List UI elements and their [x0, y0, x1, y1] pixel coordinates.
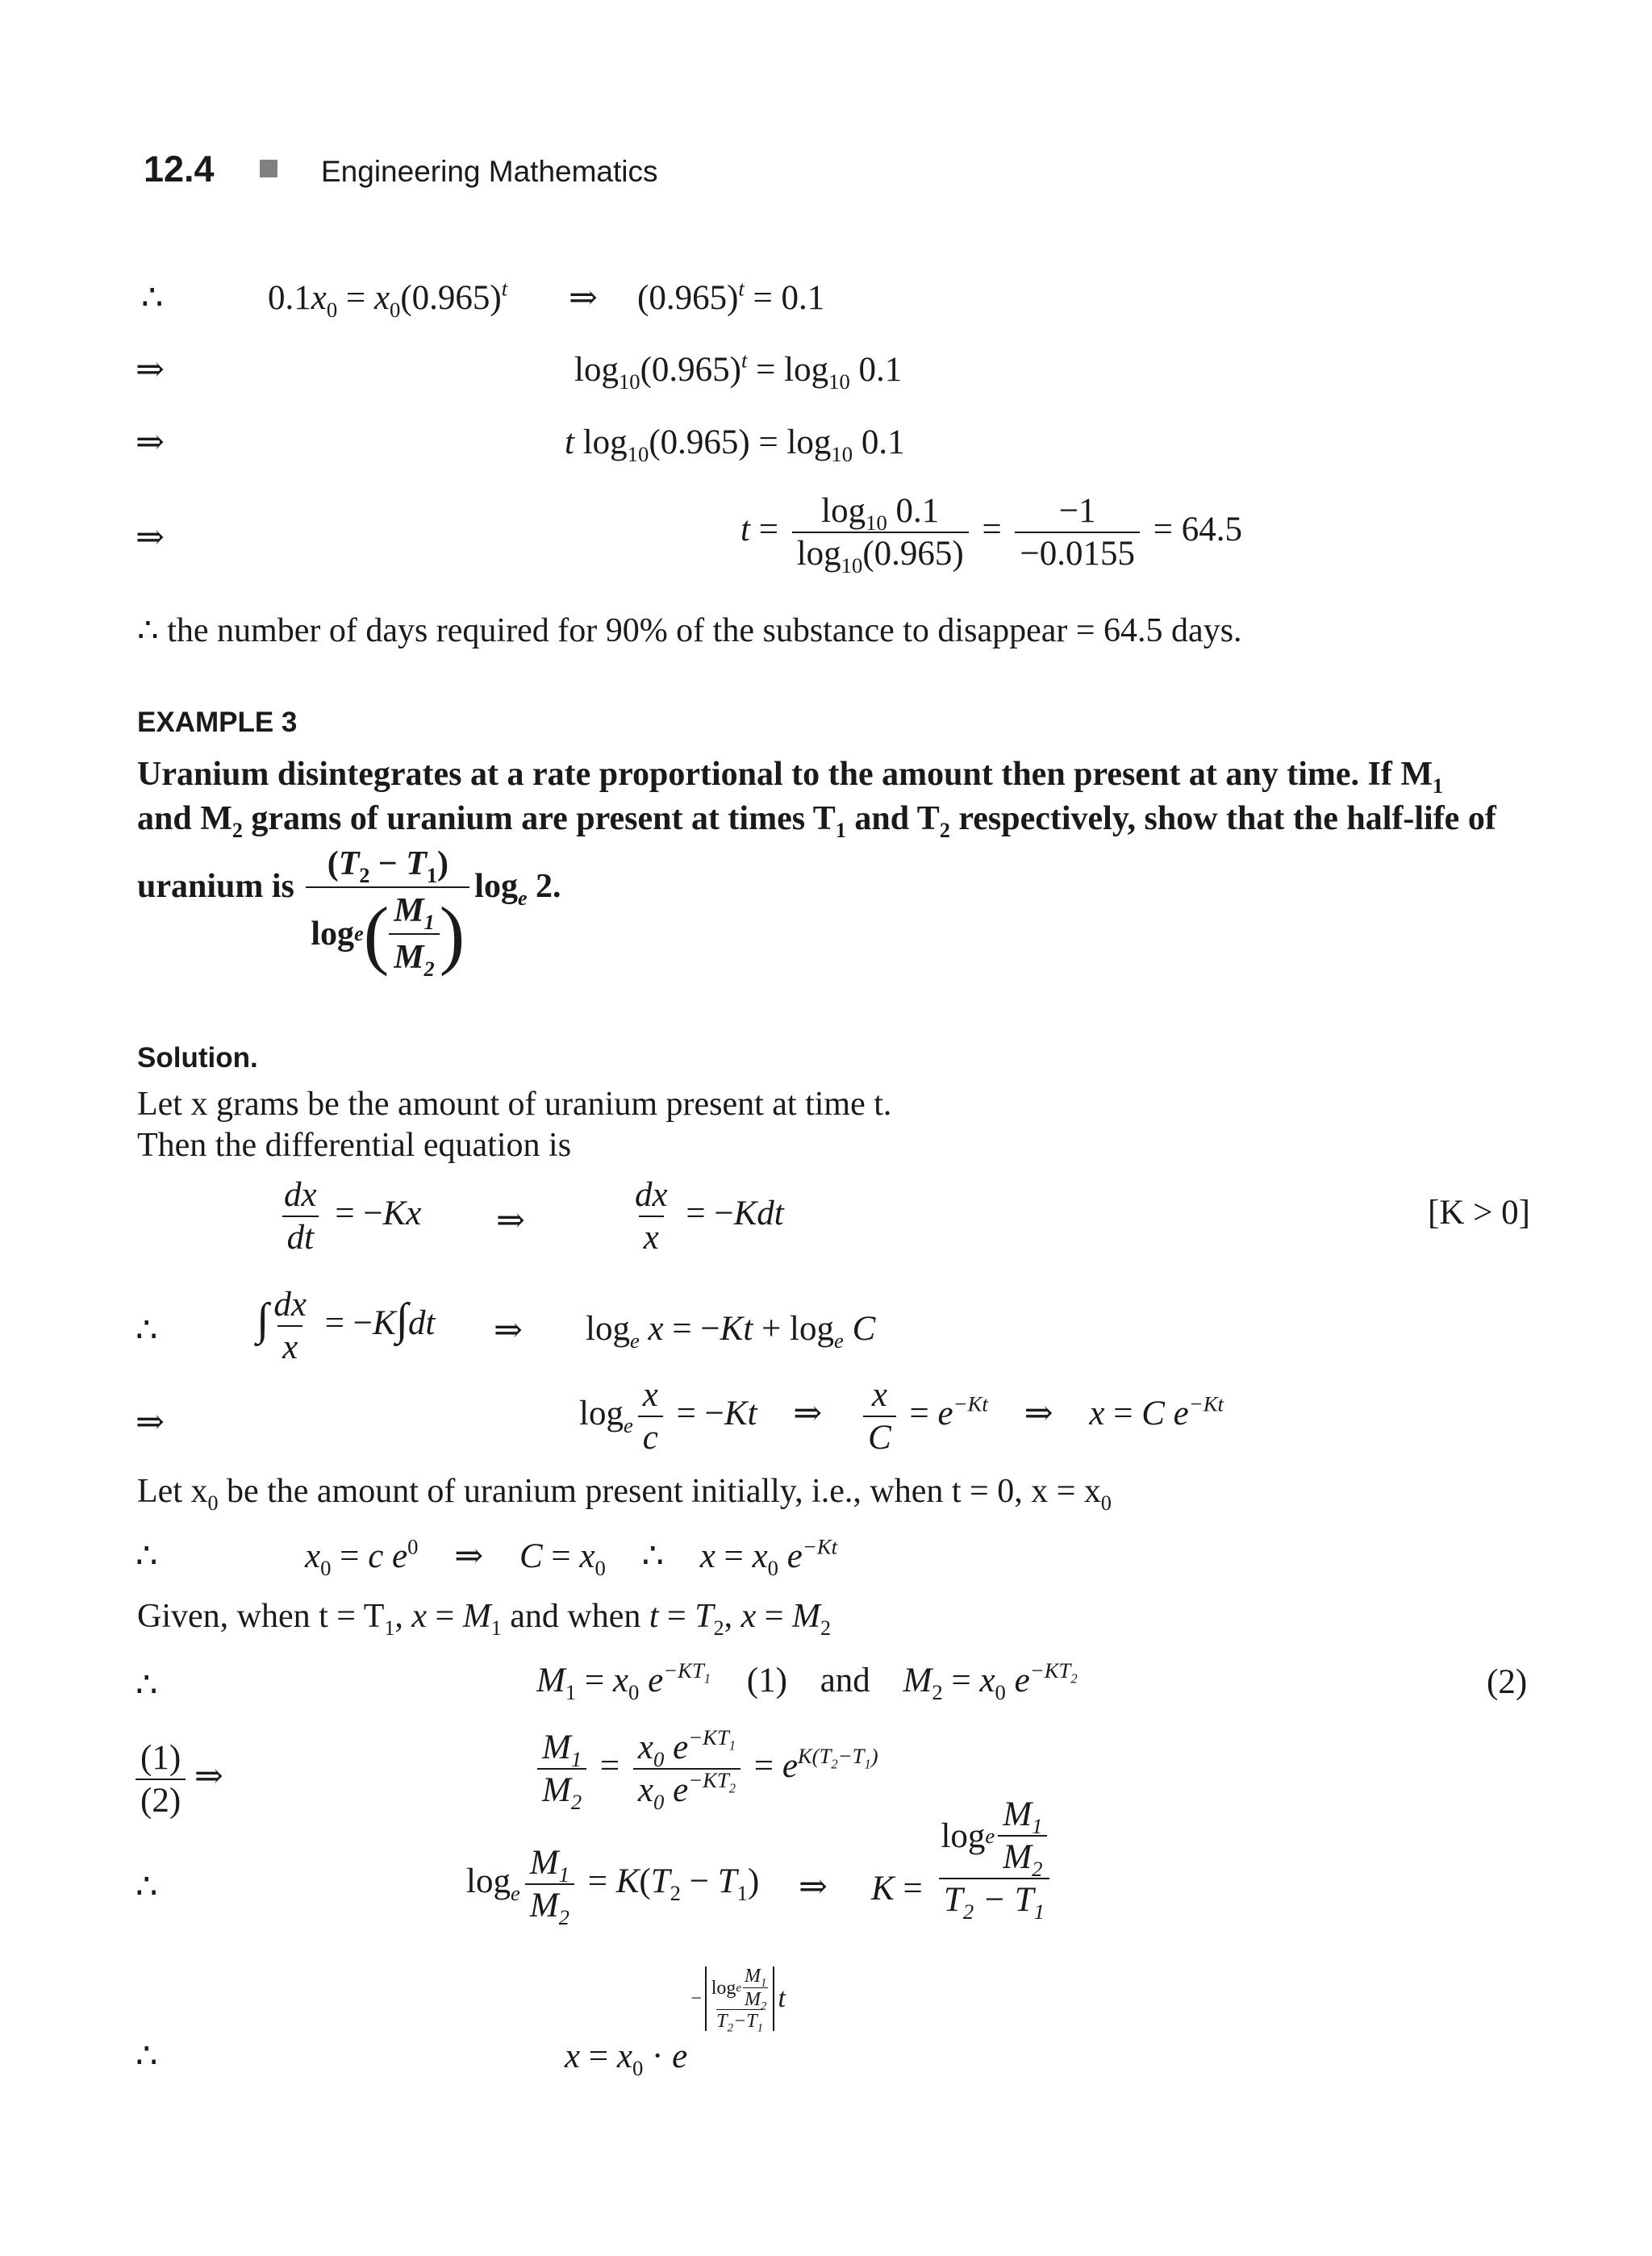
therefore-symbol: ∴: [136, 2037, 158, 2075]
equation-decay-setup: $0.1x_0 = x_0(0.965)^t$: [268, 276, 508, 323]
therefore-symbol: ∴: [136, 1311, 158, 1349]
solution-heading: Solution.: [137, 1042, 258, 1074]
therefore-symbol: ∴: [141, 279, 164, 317]
example-heading: EXAMPLE 3: [137, 707, 298, 738]
half-life-formula: $(T_2 - T_1)$ log e ( $\frac{M_1}{M_2}$ ) $\log_e 2$.: [302, 844, 561, 977]
page-number: 12.4: [144, 148, 215, 190]
implies-symbol: ⇒: [136, 1403, 165, 1441]
implies-symbol: ⇒: [494, 1311, 524, 1349]
given-text: Given, when $t = T_1$, $x = M_1$ and when $t = T_2$, $x = M_2$: [137, 1598, 831, 1640]
implies-symbol: ⇒: [799, 1868, 828, 1906]
equation-k-relation: $\log_e$ $\frac{M_1}{M_2}$ = $K(T_2 - T_1)$: [466, 1844, 760, 1930]
implies-symbol: ⇒: [136, 423, 165, 461]
initial-condition-text: Let $x_0$ be the amount of uranium present initially, i.e., when t = 0, $x = x_0$: [137, 1473, 1112, 1515]
solution-line2: Then the differential equation is: [137, 1127, 572, 1164]
equation-integrated: $\log_e x = -Kt + \log_e C$: [586, 1310, 876, 1353]
therefore-symbol: ∴: [136, 1537, 158, 1575]
equation-ratio: $\frac{M_1}{M_2}$ = $\frac{x_0 e^{-KT_1}}{x_0 e^{-KT_2}}$ = $e^{K(T_2-T_1)}$: [532, 1730, 878, 1808]
example-statement-line2: and $M_2$ grams of uranium are present at times $T_1$ and $T_2$ respectively, show that the half-life of: [137, 800, 1496, 842]
equation-integral: ∫ $\frac{dx}{x}$ = −K∫dt: [257, 1286, 436, 1366]
equation-log-both-sides: $\log_{10}(0.965)^t = \log_{10} 0.1$: [574, 348, 903, 394]
equation-log-power: t $\log_{10}(0.965) = \log_{10} 0.1$: [565, 423, 905, 467]
conclusion-text: ∴ the number of days required for 90% of the substance to disappear = 64.5 days.: [137, 612, 1242, 649]
equation-differential: $\frac{dx}{dt}$ = −Kx: [274, 1178, 421, 1255]
equation-label-2: (2): [1487, 1663, 1528, 1701]
example-statement-line1: Uranium disintegrates at a rate proportional to the amount then present at any time. If $M_1$: [137, 756, 1444, 798]
implies-symbol: ⇒: [496, 1202, 526, 1240]
equation-constant: $x_0 = c$ $e^0$ ⇒ $C = x_0$ ∴ $x = x_0$ $e^{-Kt}$: [305, 1534, 838, 1581]
solution-line1: Let x grams be the amount of uranium present at time t.: [137, 1086, 892, 1123]
book-title: Engineering Mathematics: [321, 155, 658, 188]
example-statement-line3: uranium is $(T_2 - T_1)$ log e ( $\frac{M_1}{M_2}$ ) $\log_e 2$.: [137, 845, 561, 981]
ratio-label: $\frac{(1)}{(2)}$ ⇒: [136, 1741, 223, 1818]
equation-t-value: t = $\frac{\log_{10} 0.1}{\log_{10}(0.965)}$ = $\frac{-1}{-0.0155}$ = 64.5: [740, 492, 1243, 578]
equation-final: $x = x_0 \cdot e$ − log e $\frac{M_1}{M_2}$ $T_2-T_1$ t: [565, 1966, 786, 2081]
header-square-icon: [260, 160, 277, 177]
implies-symbol: ⇒: [136, 351, 165, 389]
implies-symbol: ⇒: [136, 519, 165, 557]
implies-symbol: ⇒: [569, 279, 599, 317]
equation-exponential-solution: $\log_e$ $\frac{x}{c}$ = −Kt ⇒ $\frac{x}{C}$ = $e^{-Kt}$ ⇒ x = C $e^{-Kt}$: [579, 1376, 1224, 1457]
therefore-symbol: ∴: [136, 1666, 158, 1704]
condition-k-positive: [K > 0]: [1428, 1194, 1530, 1232]
equation-separated: $\frac{dx}{x}$ = −Kdt: [635, 1176, 784, 1257]
equation-m1-m2: $M_1 = x_0$ $e^{-KT_1}$ (1) and $M_2 = x_0$ $e^{-KT_2}$: [536, 1658, 1078, 1705]
equation-decay-reduced: $(0.965)^t = 0.1$: [637, 276, 825, 317]
equation-k-value: K = log e $\frac{M_1}{M_2}$ $T_2 - T_1$: [871, 1797, 1057, 1917]
therefore-symbol: ∴: [136, 1868, 158, 1906]
